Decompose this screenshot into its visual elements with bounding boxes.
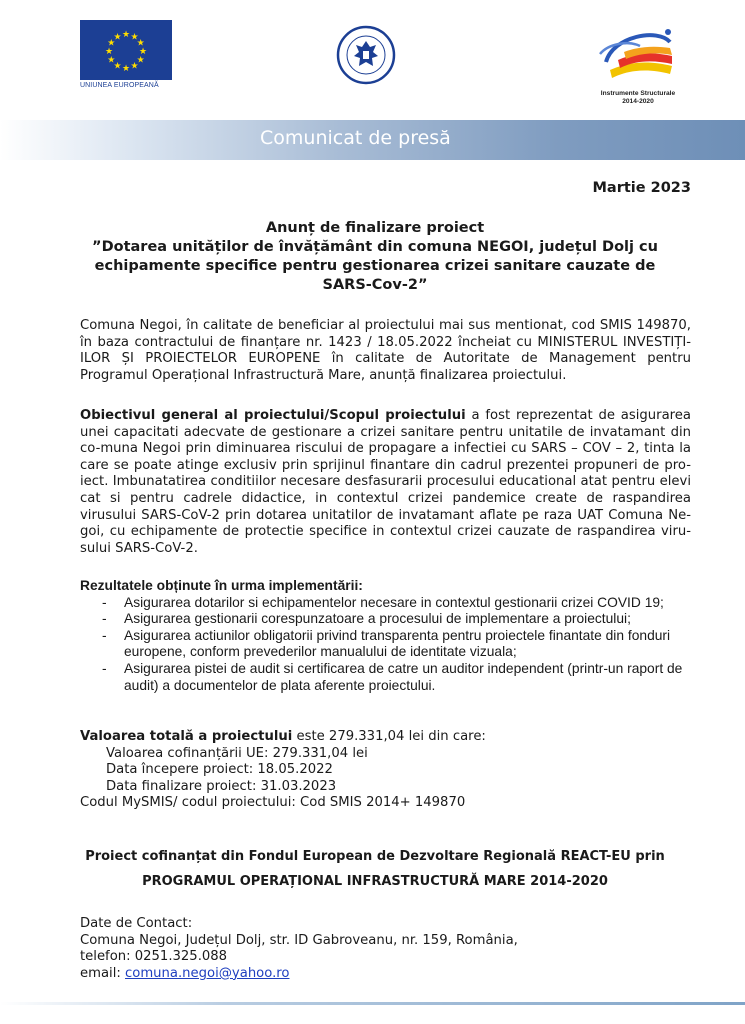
list-item: - Asigurarea gestionarii corespunzatoare a procesului de implementare a proiectului; (80, 611, 691, 628)
svg-text:★: ★ (107, 38, 116, 49)
svg-text:★: ★ (113, 32, 122, 43)
press-release-banner (0, 120, 745, 160)
list-item: - Asigurarea actiunilor obligatorii privind transparenta pentru proiectele finantate din fonduri europene, conform prevederilor manualului de identitate vizuala; (80, 628, 691, 661)
svg-text:★: ★ (104, 47, 114, 57)
svg-text:★: ★ (121, 64, 131, 74)
project-title (60, 219, 690, 295)
eu-flag-icon (80, 20, 172, 80)
instrumente-structurale-icon (588, 24, 688, 84)
svg-text:★: ★ (130, 61, 139, 72)
objective-text: a fost reprezentat de asigurarea unei capacitati adecvate de gestionare a crizei sanitare pentru unitatile de invatamant din co-muna Negoi prin diminuarea riscului de propagare a infectiei cu SARS – COV – 2, tinta la care se poate atinge exclusiv prin sprijinul finantare din cadrul prezentei propuneri de pro-iect. Imbunatatirea conditiilor necesare desfasurarii procesului educational atat pentru elevi cat si pentru cadrele didactice, in contextul crizei pandemice create de raspandirea virusului SARS-CoV-2 prin dotarea unitatilor de invatamant aflate pe raza UAT Comuna Ne-goi, cu echipamente de protectie specifice in contextul crizei cauzate de raspandirea viru-sului SARS-CoV-2. (80, 408, 691, 556)
contact-address: Comuna Negoi, Județul Dolj, str. ID Gabroveanu, nr. 159, România, (80, 932, 518, 948)
title-line-4: SARS-Cov-2” (322, 277, 428, 293)
banner-title: Comunicat de presă (260, 127, 451, 149)
title-line-1: Anunț de finalizare proiect (265, 220, 485, 236)
end-date: Data finalizare proiect: 31.03.2023 (106, 778, 337, 794)
total-value-text: este 279.331,04 lei din care: (292, 729, 486, 744)
list-item: - Asigurarea dotarilor si echipamentelor necesare in contextul gestionarii crizei COVID 19; (80, 595, 691, 612)
instrumente-structurale-logo (588, 24, 688, 106)
project-values (80, 729, 691, 812)
email-link[interactable]: comuna.negoi@yahoo.ro (125, 965, 290, 981)
svg-text:★: ★ (107, 55, 116, 66)
results-section (80, 578, 691, 694)
contact-label-1: Date de (80, 916, 133, 931)
svg-text:★: ★ (136, 38, 145, 49)
is-caption-title: Instrumente Structurale (600, 90, 676, 97)
objective-label: Obiectivul general al proiectului/Scopul proiectului (80, 408, 466, 423)
svg-text:★: ★ (138, 47, 148, 57)
title-line-3: echipamente specifice pentru gestionarea crizei sanitare cauzate de (94, 258, 656, 274)
release-date: Martie 2023 (592, 180, 691, 196)
government-seal-icon (336, 25, 396, 85)
header-logos (0, 0, 745, 112)
funding-line-1: Proiect cofinanțat din Fondul European de Dezvoltare Regională REACT-EU prin (85, 849, 665, 864)
svg-text:★: ★ (121, 30, 131, 40)
intro-text: Comuna Negoi, în calitate de beneficiar al proiectului mai sus mentionat, cod SMIS 149870, în baza contractului de finanțare nr. 1423 / 18.05.2022 încheiat cu MINISTERUL INVESTIȚI-ILOR ȘI PROIECTELOR EUROPENE în calitate de Autoritate de Management pentru Programul Operațional Infrastructură Mare, anunță finalizarea proiectului. (80, 318, 691, 383)
eu-logo (80, 20, 172, 89)
total-value-label: Valoarea totală a proiectului (80, 729, 293, 744)
contact-section (80, 916, 691, 982)
svg-text:★: ★ (130, 32, 139, 43)
svg-text:★: ★ (136, 55, 145, 66)
results-list (80, 595, 691, 695)
intro-paragraph (80, 318, 691, 384)
results-heading: Rezultatele obținute în urma implementării: (80, 578, 363, 593)
project-code: Codul MySMIS/ codul proiectului: Cod SMIS 2014+ 149870 (80, 795, 466, 811)
contact-label-2: Contact: (132, 916, 193, 931)
funding-line-2: PROGRAMUL OPERAȚIONAL INFRASTRUCTURĂ MARE 2014-2020 (142, 874, 608, 889)
title-line-2: ”Dotarea unităților de învățământ din comuna NEGOI, județul Dolj cu (92, 239, 658, 255)
email-label: email: (80, 965, 126, 981)
contact-phone: telefon: 0251.325.088 (80, 949, 228, 965)
list-item: - Asigurarea pistei de audit si certificarea de catre un auditor independent (printr-un raport de audit) a documentelor de plata aferente proiectului. (80, 661, 691, 694)
is-caption-years: 2014-2020 (622, 98, 654, 105)
footer-divider (0, 1002, 745, 1005)
svg-text:★: ★ (113, 61, 122, 72)
objective-paragraph (80, 408, 691, 557)
cofinance-value: Valoarea cofinanțării UE: 279.331,04 lei (106, 745, 368, 761)
start-date: Data începere proiect: 18.05.2022 (106, 762, 333, 778)
eu-caption: UNIUNEA EUROPEANĂ (80, 82, 159, 89)
